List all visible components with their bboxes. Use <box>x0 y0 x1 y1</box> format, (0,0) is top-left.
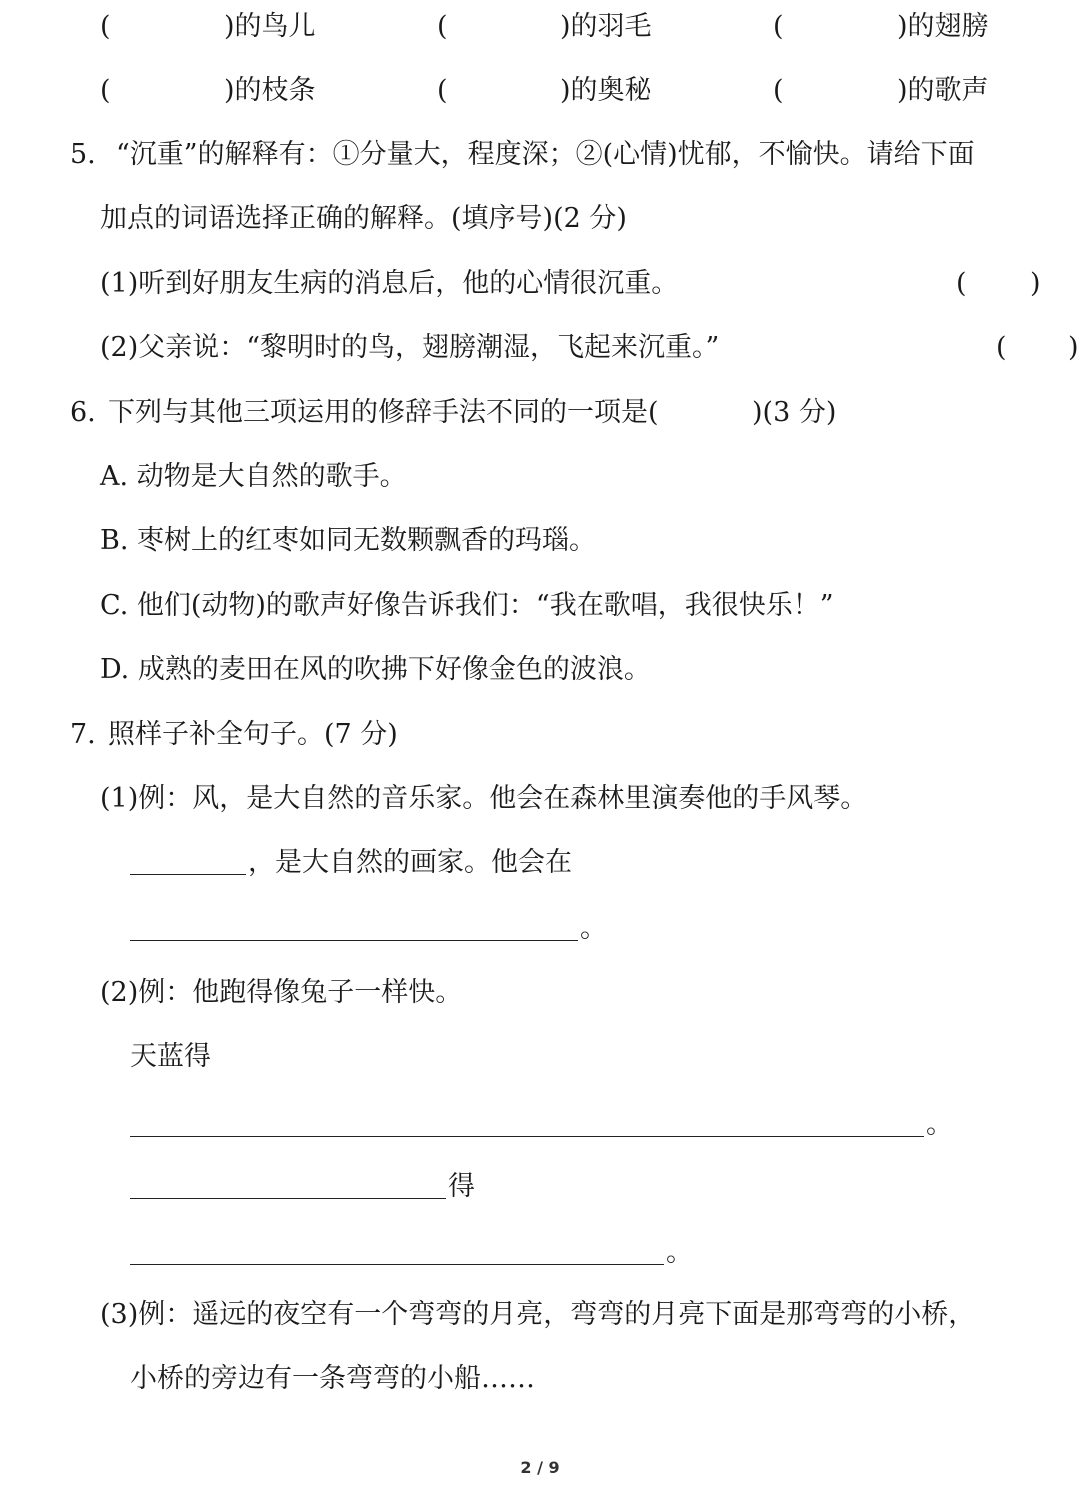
sub-question-1: (1)听到好朋友生病的消息后，他的心情很沉重。 <box>100 268 679 299</box>
question-stem: 下列与其他三项运用的修辞手法不同的一项是( <box>108 397 659 428</box>
example-3-line1: (3)例：遥远的夜空有一个弯弯的月亮，弯弯的月亮下面是那弯弯的小桥， <box>100 1299 976 1330</box>
answer-blank[interactable] <box>130 1172 446 1199</box>
answer-paren-close: ) <box>1030 268 1041 299</box>
question-stem-score: )(3 分) <box>752 397 837 428</box>
fill-prompt: 得 <box>448 1171 475 1202</box>
page-number: 2 / 9 <box>520 1458 560 1477</box>
answer-blank[interactable] <box>130 914 578 941</box>
option-c: C. 他们(动物)的歌声好像告诉我们：“我在歌唱，我很快乐！” <box>100 590 834 621</box>
paren-open: ( <box>437 11 448 42</box>
answer-blank[interactable] <box>130 1238 664 1265</box>
question-stem-line2: 加点的词语选择正确的解释。(填序号)(2 分) <box>100 203 627 234</box>
fill-prompt: 天蓝得 <box>130 1041 211 1072</box>
fill-label: )的翅膀 <box>897 11 989 42</box>
answer-paren-close: ) <box>1068 332 1079 363</box>
question-stem-line1: “沉重”的解释有：①分量大，程度深；②(心情)忧郁，不愉快。请给下面 <box>116 139 975 170</box>
fill-label: )的歌声 <box>897 75 989 106</box>
example-1: (1)例：风，是大自然的音乐家。他会在森林里演奏他的手风琴。 <box>100 783 868 814</box>
option-b: B. 枣树上的红枣如同无数颗飘香的玛瑙。 <box>100 525 597 556</box>
sub-question-2: (2)父亲说：“黎明时的鸟，翅膀潮湿，飞起来沉重。” <box>100 332 720 363</box>
paren-open: ( <box>773 11 784 42</box>
answer-blank[interactable] <box>130 1110 924 1137</box>
question-number: 6. <box>70 397 96 428</box>
example-3-line2: 小桥的旁边有一条弯弯的小船…… <box>130 1363 535 1394</box>
fill-label: )的枝条 <box>224 75 316 106</box>
option-d: D. 成熟的麦田在风的吹拂下好像金色的波浪。 <box>100 654 651 685</box>
paren-open: ( <box>100 11 111 42</box>
period: 。 <box>580 913 607 944</box>
question-number: 7. <box>70 719 96 750</box>
answer-paren-open: ( <box>996 332 1007 363</box>
fill-prompt: ，是大自然的画家。他会在 <box>248 847 572 878</box>
paren-open: ( <box>100 75 111 106</box>
fill-label: )的奥秘 <box>560 75 652 106</box>
paren-open: ( <box>773 75 784 106</box>
example-2: (2)例：他跑得像兔子一样快。 <box>100 977 463 1008</box>
paren-open: ( <box>437 75 448 106</box>
answer-paren-open: ( <box>956 268 967 299</box>
period: 。 <box>666 1237 693 1268</box>
period: 。 <box>926 1109 953 1140</box>
answer-blank[interactable] <box>130 848 246 875</box>
question-number: 5. <box>70 139 96 170</box>
question-stem: 照样子补全句子。(7 分) <box>108 719 398 750</box>
fill-label: )的羽毛 <box>560 11 652 42</box>
fill-label: )的鸟儿 <box>224 11 316 42</box>
option-a: A. 动物是大自然的歌手。 <box>100 461 407 492</box>
